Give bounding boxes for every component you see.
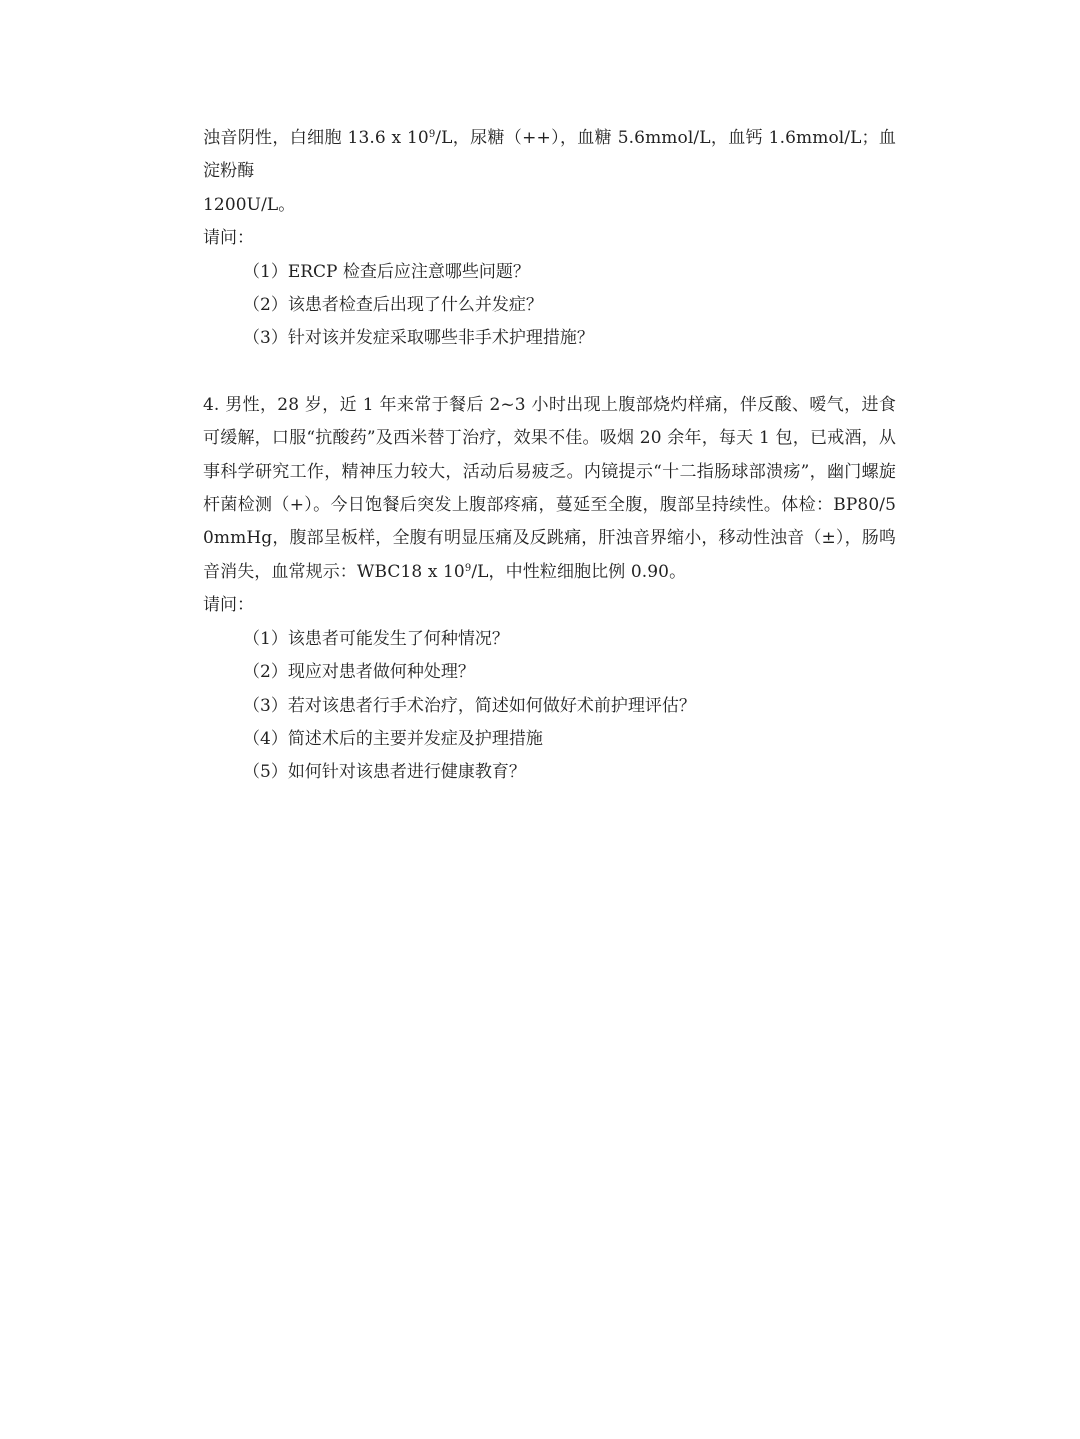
case3-question-2: （2）该患者检查后出现了什么并发症？: [243, 295, 543, 316]
case4-question-5: （5）如何针对该患者进行健康教育？: [243, 762, 526, 783]
case4-ask-label: 请问：: [203, 595, 254, 616]
case4-question-2: （2）现应对患者做何种处理？: [243, 662, 475, 683]
case4-question-1: （1）该患者可能发生了何种情况？: [243, 628, 509, 649]
case3-question-3: （3）针对该并发症采取哪些非手术护理措施？: [243, 328, 594, 349]
case3-lab-results: [203, 122, 896, 222]
section-gap: [203, 356, 896, 389]
case4-description: [203, 389, 896, 589]
case3-line1-a: 浊音阴性，白细胞 13.6 x 10: [203, 128, 429, 148]
case4-text-a: 4. 男性，28 岁，近 1 年来常于餐后 2~3 小时出现上腹部烧灼样痛，伴反酸、嗳气，进食可缓解，口服“抗酸药”及西米替丁治疗，效果不佳。吸烟 20 余年，每天 1 包，已戒酒，从事科学研究工作，精神压力较大，活动后易疲乏。内镜提示“十二指肠球部溃疡”，幽门螺旋杆菌检测（+）。今日饱餐后突发上腹部疼痛，蔓延至全腹，腹部呈持续性。体检：BP80/50mmHg，腹部呈板样，全腹有明显压痛及反跳痛，肝浊音界缩小，移动性浊音（±），肠鸣音消失，血常规示：WBC18 x 10: [203, 394, 896, 582]
case4-text-b: /L，中性粒细胞比例 0.90。: [471, 561, 687, 582]
case4-question-3: （3）若对该患者行手术治疗，简述如何做好术前护理评估？: [243, 695, 696, 716]
case3-line2: 1200U/L。: [203, 194, 296, 215]
case3-ask-label: 请问：: [203, 228, 254, 249]
case4-question-4: （4）简述术后的主要并发症及护理措施: [243, 728, 543, 749]
case3-superscript: 9: [428, 129, 436, 140]
case3-line1-b: /L，尿糖（++），血糖 5.6mmol/L，血钙 1.6mmol/L；血淀粉酶: [203, 128, 896, 182]
case4-superscript: 9: [464, 562, 472, 574]
case3-question-1: （1）ERCP 检查后应注意哪些问题？: [243, 261, 530, 282]
document-content: [203, 122, 896, 790]
